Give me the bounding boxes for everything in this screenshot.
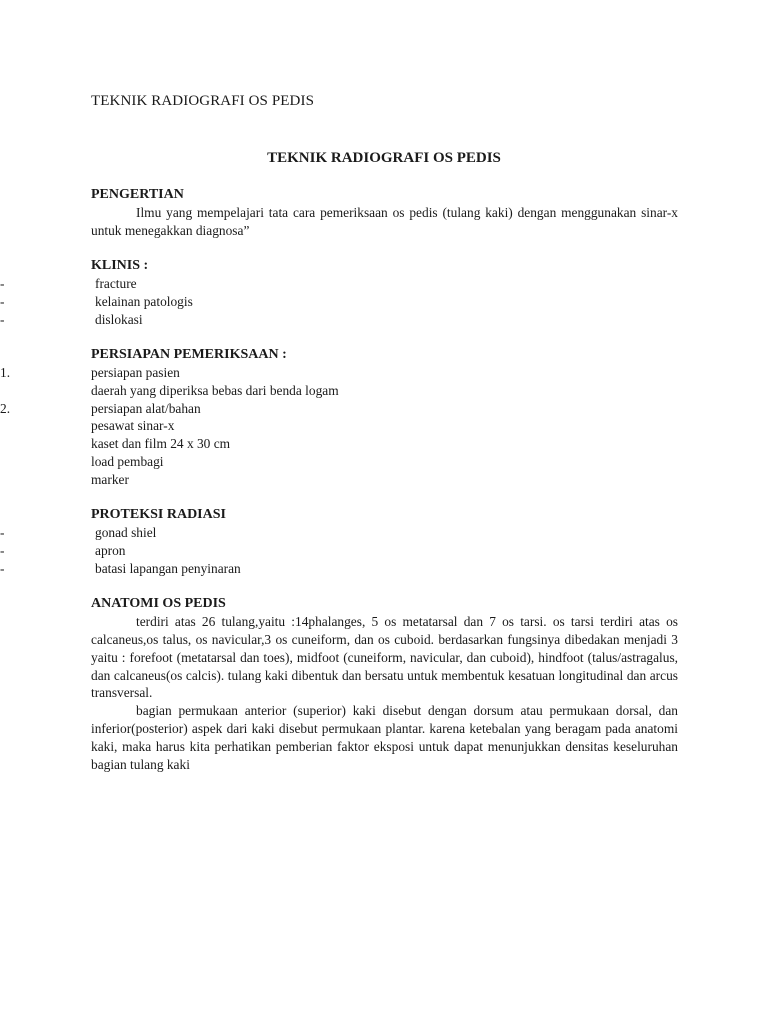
- section-heading-pengertian: PENGERTIAN: [91, 187, 184, 202]
- section-heading-proteksi: PROTEKSI RADIASI: [91, 507, 226, 523]
- list-item: [0, 560, 678, 578]
- bullet-dash: -: [0, 275, 5, 291]
- pengertian-paragraph: Ilmu yang mempelajari tata cara pemeriksaan os pedis (tulang kaki) dengan menggunakan sinar-x untuk menegakkan diagnosa”: [91, 204, 678, 238]
- list-item-text: persiapan alat/bahan: [91, 400, 201, 416]
- document-header-title: TEKNIK RADIOGRAFI OS PEDIS: [91, 93, 315, 109]
- persiapan-list: [0, 364, 678, 489]
- bullet-dash: -: [0, 560, 5, 576]
- list-sub-item: load pembagi: [91, 453, 164, 469]
- list-sub-item: kaset dan film 24 x 30 cm: [91, 436, 231, 452]
- list-item-text: apron: [95, 542, 126, 558]
- list-sub-item: pesawat sinar-x: [91, 418, 175, 434]
- list-sub-item: daerah yang diperiksa bebas dari benda logam: [91, 382, 339, 398]
- list-number: 2.: [0, 400, 11, 416]
- bullet-dash: -: [0, 293, 5, 309]
- list-item: [0, 400, 678, 489]
- section-heading-persiapan: PERSIAPAN PEMERIKSAAN :: [91, 347, 287, 363]
- list-item: [0, 542, 678, 560]
- list-item-text: persiapan pasien: [91, 364, 180, 380]
- list-number: 1.: [0, 364, 11, 380]
- list-item-text: fracture: [95, 275, 137, 291]
- bullet-dash: -: [0, 311, 5, 327]
- anatomi-paragraph: terdiri atas 26 tulang,yaitu :14phalanges, 5 os metatarsal dan 7 os tarsi. os tarsi terdiri atas os calcaneus,os talus, os navicular,3 os cuneiform, dan os cuboid. berdasarkan fungsinya dibedakan menjadi 3 yaitu : forefoot (metatarsal dan toes), midfoot (cuneiform, navicular, dan cuboid), hindfoot (talus/astragalus, dan calcaneus(os calcis). tulang kaki dibentuk dan bersatu untuk membentuk kesatuan longitudinal dan arcus transversal.: [91, 614, 678, 701]
- proteksi-list: [0, 524, 678, 577]
- document-body: [0, 186, 678, 773]
- section-heading-klinis: KLINIS :: [91, 258, 149, 274]
- list-item: [0, 293, 678, 311]
- list-item: [0, 275, 678, 293]
- section-heading-anatomi: ANATOMI OS PEDIS: [91, 596, 226, 612]
- list-item: [0, 311, 678, 329]
- list-item: [0, 524, 678, 542]
- list-sub-item: marker: [91, 471, 129, 487]
- list-item-text: batasi lapangan penyinaran: [95, 560, 241, 576]
- list-item: [0, 364, 678, 400]
- bullet-dash: -: [0, 525, 5, 541]
- page-title: TEKNIK RADIOGRAFI OS PEDIS: [267, 150, 501, 166]
- anatomi-paragraph: bagian permukaan anterior (superior) kaki disebut dengan dorsum atau permukaan dorsal, dan inferior(posterior) aspek dari kaki disebut permukaan plantar. karena ketebalan yang beragam pada anatomi kaki, maka harus kita perhatikan pemberian faktor eksposi untuk dapat menunjukkan densitas keseluruhan bagian tulang kaki: [91, 703, 678, 772]
- list-item-text: dislokasi: [95, 311, 143, 327]
- bullet-dash: -: [0, 542, 5, 558]
- list-item-text: gonad shiel: [95, 525, 157, 541]
- list-item-text: kelainan patologis: [95, 293, 193, 309]
- klinis-list: [0, 275, 678, 328]
